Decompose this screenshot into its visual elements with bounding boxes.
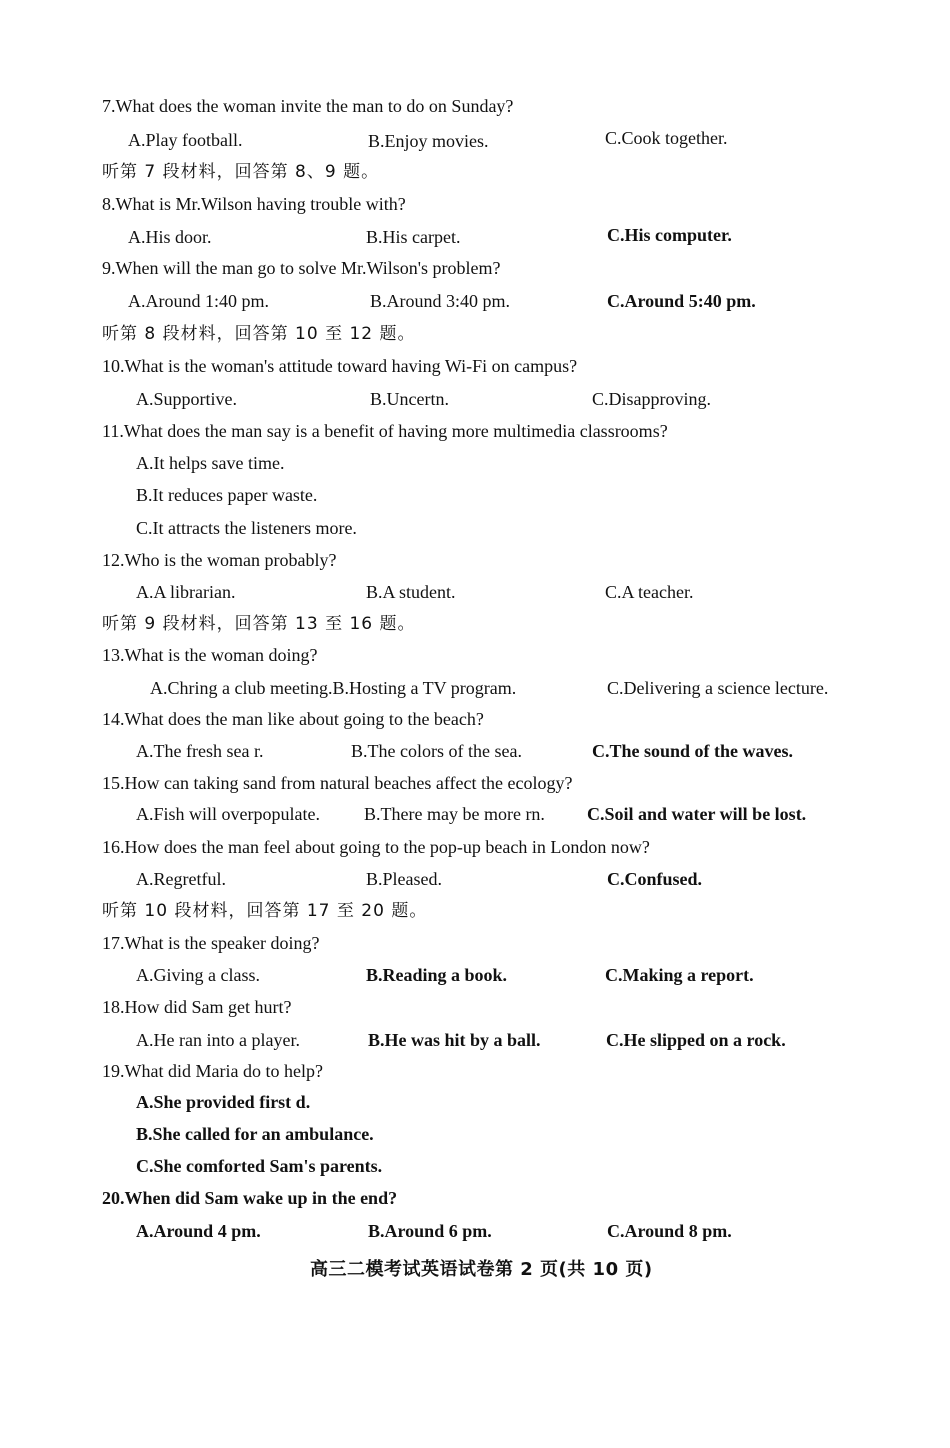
question-11-stem: 11.What does the man say is a benefit of having more multimedia classrooms?	[102, 421, 668, 441]
question-12-option-b: B.A student.	[366, 582, 456, 602]
question-16-option-a: A.Regretful.	[136, 869, 226, 889]
question-14-option-b: B.The colors of the sea.	[351, 741, 522, 761]
question-20-option-b: B.Around 6 pm.	[368, 1221, 492, 1241]
question-12-stem: 12.Who is the woman probably?	[102, 550, 337, 570]
question-7-option-b: B.Enjoy movies.	[368, 131, 489, 151]
question-19-option-b: B.She called for an ambulance.	[136, 1124, 374, 1144]
question-16-option-c: C.Confused.	[607, 869, 703, 889]
question-8-stem: 8.What is Mr.Wilson having trouble with?	[102, 194, 406, 214]
question-11-option-a: A.It helps save time.	[136, 453, 285, 473]
question-18-stem: 18.How did Sam get hurt?	[102, 997, 292, 1017]
question-17-option-a: A.Giving a class.	[136, 965, 260, 985]
question-19-option-a: A.She provided first d.	[136, 1092, 311, 1112]
question-14-option-c: C.The sound of the waves.	[592, 741, 794, 761]
question-13-option-c: C.Delivering a science lecture.	[607, 678, 829, 698]
question-7-stem: 7.What does the woman invite the man to do on Sunday?	[102, 96, 514, 116]
question-18-option-c: C.He slipped on a rock.	[606, 1030, 786, 1050]
section-8-instruction: 听第 8 段材料，回答第 10 至 12 题。	[102, 324, 416, 344]
question-15-option-a: A.Fish will overpopulate.	[136, 804, 320, 824]
question-20-option-a: A.Around 4 pm.	[136, 1221, 261, 1241]
question-14-option-a: A.The fresh sea r.	[136, 741, 264, 761]
question-10-option-a: A.Supportive.	[136, 389, 237, 409]
question-9-stem: 9.When will the man go to solve Mr.Wilson's problem?	[102, 258, 501, 278]
question-9-option-b: B.Around 3:40 pm.	[370, 291, 511, 311]
question-10-option-c: C.Disapproving.	[592, 389, 711, 409]
question-7-option-c: C.Cook together.	[605, 128, 728, 148]
question-9-option-c: C.Around 5:40 pm.	[607, 291, 756, 311]
question-16-stem: 16.How does the man feel about going to the pop-up beach in London now?	[102, 837, 650, 857]
question-15-option-c: C.Soil and water will be lost.	[587, 804, 807, 824]
question-11-option-b: B.It reduces paper waste.	[136, 485, 318, 505]
section-9-instruction: 听第 9 段材料，回答第 13 至 16 题。	[102, 614, 416, 634]
question-11-option-c: C.It attracts the listeners more.	[136, 518, 357, 538]
question-16-option-b: B.Pleased.	[366, 869, 442, 889]
question-7-option-a: A.Play football.	[128, 130, 243, 150]
question-20-option-c: C.Around 8 pm.	[607, 1221, 732, 1241]
question-10-option-b: B.Uncertn.	[370, 389, 449, 409]
question-10-stem: 10.What is the woman's attitude toward having Wi-Fi on campus?	[102, 356, 578, 376]
page-footer: 高三二模考试英语试卷第 2 页(共 10 页)	[310, 1259, 653, 1280]
question-12-option-c: C.A teacher.	[605, 582, 694, 602]
question-17-option-c: C.Making a report.	[605, 965, 754, 985]
section-10-instruction: 听第 10 段材料，回答第 17 至 20 题。	[102, 901, 428, 921]
question-15-option-b: B.There may be more rn.	[364, 804, 545, 824]
question-18-option-b: B.He was hit by a ball.	[368, 1030, 541, 1050]
question-14-stem: 14.What does the man like about going to the beach?	[102, 709, 484, 729]
question-15-stem: 15.How can taking sand from natural beaches affect the ecology?	[102, 773, 573, 793]
question-19-stem: 19.What did Maria do to help?	[102, 1061, 323, 1081]
question-8-option-b: B.His carpet.	[366, 227, 461, 247]
question-13-stem: 13.What is the woman doing?	[102, 645, 318, 665]
question-8-option-a: A.His door.	[128, 227, 212, 247]
question-9-option-a: A.Around 1:40 pm.	[128, 291, 269, 311]
question-8-option-c: C.His computer.	[607, 225, 732, 245]
question-12-option-a: A.A librarian.	[136, 582, 236, 602]
section-7-instruction: 听第 7 段材料，回答第 8、9 题。	[102, 162, 380, 182]
question-18-option-a: A.He ran into a player.	[136, 1030, 300, 1050]
question-17-stem: 17.What is the speaker doing?	[102, 933, 320, 953]
question-13-option-ab: A.Chring a club meeting.B.Hosting a TV program.	[150, 678, 517, 698]
question-19-option-c: C.She comforted Sam's parents.	[136, 1156, 383, 1176]
question-17-option-b: B.Reading a book.	[366, 965, 508, 985]
question-20-stem: 20.When did Sam wake up in the end?	[102, 1188, 398, 1208]
